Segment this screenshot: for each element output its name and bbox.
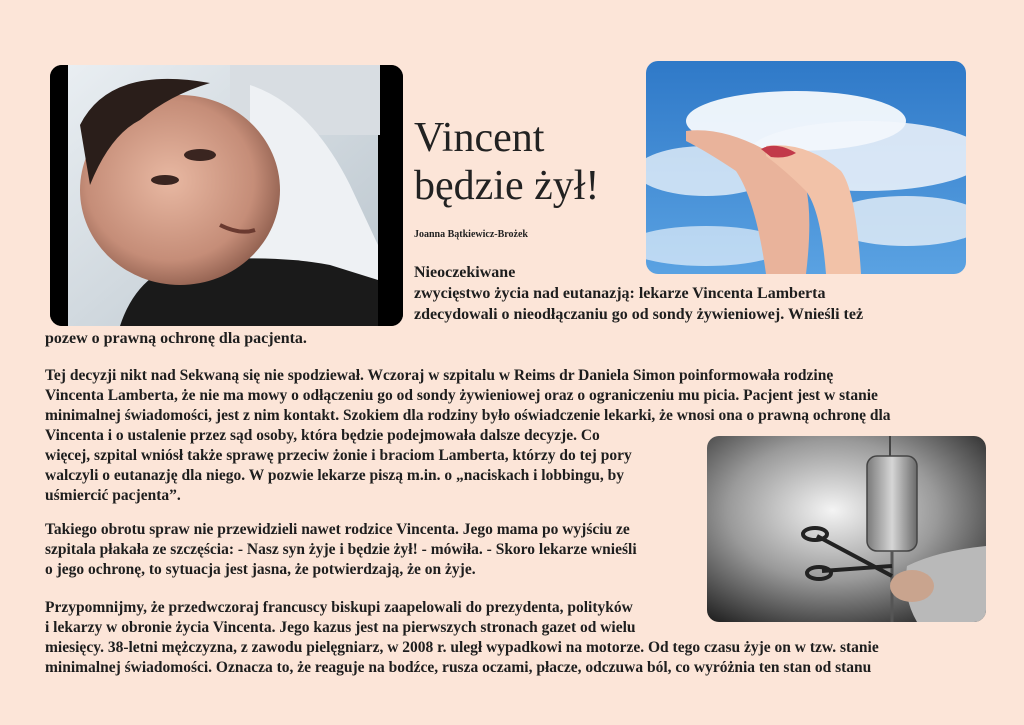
title-line-2: będzie żył!	[414, 163, 600, 209]
lead-line: pozew o prawną ochronę dla pacjenta.	[45, 330, 307, 347]
scissors-iv-photo	[707, 436, 986, 622]
title-line-1: Vincent	[414, 115, 545, 161]
lead-line: zwycięstwo życia nad eutanazją: lekarze Vincenta Lamberta	[414, 285, 826, 302]
paragraph-2	[45, 520, 637, 580]
paragraph-line: i lekarzy w obronie życia Vincenta. Jego kazus jest na pierwszych stronach gazet od wielu	[45, 619, 636, 636]
paragraph-line: o jego ochronę, to sytuacja jest jasna, że potwierdzają, że on żyje.	[45, 561, 476, 578]
hands-sky-photo	[646, 61, 966, 274]
paragraph-line: Vincenta Lamberta, że nie ma mowy o odłączeniu go od sondy żywieniowej oraz o ograniczeniu mu picia. Pacjent jest w stanie	[45, 387, 878, 404]
paragraph-3	[45, 598, 879, 678]
paragraph-line: minimalnej świadomości, jest z nim kontakt. Szokiem dla rodziny było oświadczenie lekarki, że wnosi ona o prawną ochronę dla	[45, 407, 891, 424]
paragraph-line: Takiego obrotu spraw nie przewidzieli nawet rodzice Vincenta. Jego mama po wyjściu ze	[45, 521, 630, 538]
paragraph-line: uśmiercić pacjenta”.	[45, 487, 181, 504]
article-title	[414, 114, 599, 210]
lead-line: zdecydowali o nieodłączaniu go od sondy żywieniowej. Wnieśli też	[414, 306, 864, 323]
paragraph-line: walczyli o eutanazję dla niego. W pozwie lekarze piszą m.in. o „naciskach i lobbingu, by	[45, 467, 624, 484]
paragraph-line: szpitala płakała ze szczęścia: - Nasz syn żyje i będzie żył! - mówiła. - Skoro lekarze wnieśli	[45, 541, 637, 558]
paragraph-line: Tej decyzji nikt nad Sekwaną się nie spodziewał. Wczoraj w szpitalu w Reims dr Daniela Simon poinformowała rodzinę	[45, 367, 834, 384]
paragraph-line: Przypomnijmy, że przedwczoraj francuscy biskupi zaapelowali do prezydenta, polityków	[45, 599, 633, 616]
paragraph-line: więcej, szpital wniósł także sprawę przeciw żonie i braciom Lamberta, którzy do tej pory	[45, 447, 632, 464]
paragraph-line: Vincenta i o ustalenie przez sąd osoby, która będzie podejmowała dalsze decyzje. Co	[45, 427, 600, 444]
paragraph-line: minimalnej świadomości. Oznacza to, że reaguje na bodźce, rusza oczami, płacze, odczuwa ból, co wyróżnia ten stan od stanu	[45, 659, 872, 676]
paragraph-line: miesięcy. 38-letni mężczyzna, z zawodu pielęgniarz, w 2008 r. uległ wypadkowi na motorze. Od tego czasu żyje on w tzw. stanie	[45, 639, 879, 656]
lead-line: Nieoczekiwane	[414, 264, 516, 281]
patient-photo	[50, 65, 403, 326]
author-byline: Joanna Bątkiewicz-Brożek	[414, 229, 528, 240]
